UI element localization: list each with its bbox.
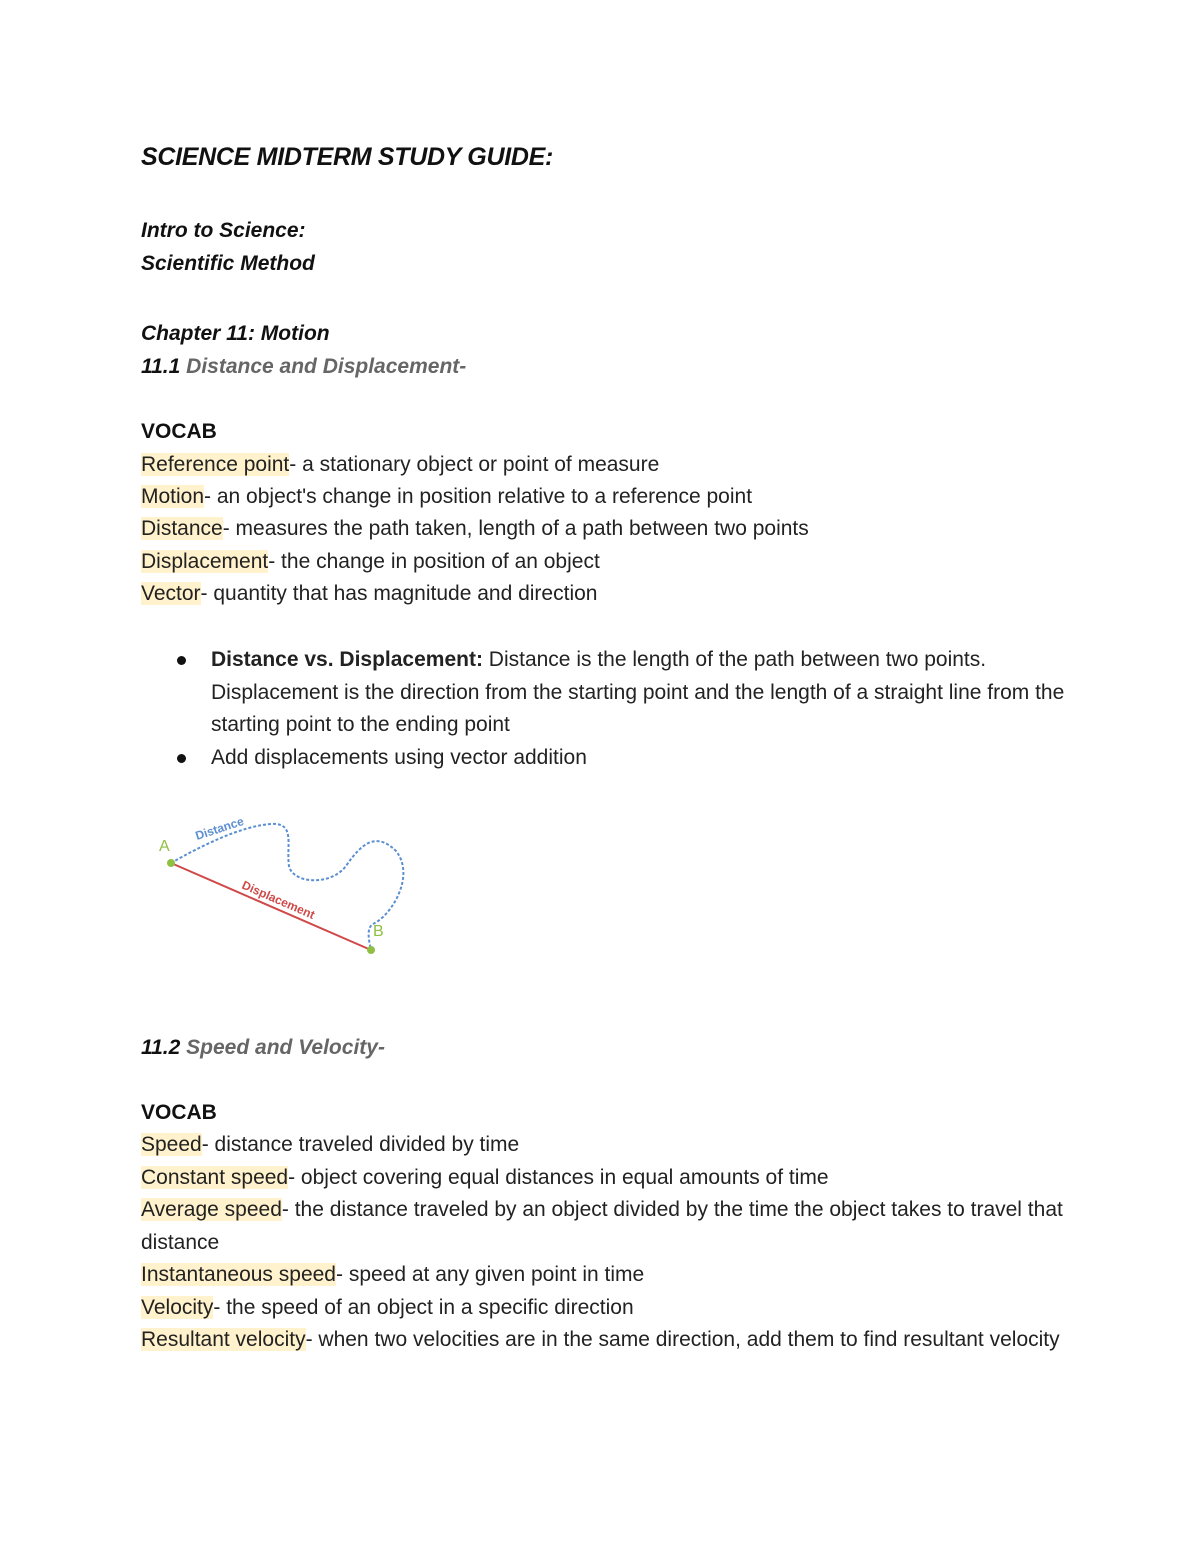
vocab-term: Motion xyxy=(141,485,205,508)
vocab-item xyxy=(141,1166,829,1190)
vocab-item xyxy=(141,485,752,509)
distance-path xyxy=(171,824,403,950)
vocab-term: Displacement xyxy=(141,550,269,573)
vocab-term: Velocity xyxy=(141,1296,214,1319)
vocab-term: Average speed xyxy=(141,1198,282,1221)
vocab-definition: - the distance traveled by an object divided by the time the object takes to travel that distance xyxy=(141,1198,1063,1254)
vocab-heading: VOCAB xyxy=(141,1101,217,1124)
distance-label: Distance xyxy=(193,814,246,843)
point-b-dot xyxy=(367,946,375,954)
distance-displacement-diagram xyxy=(141,806,421,976)
section-heading-11-2 xyxy=(141,1036,385,1060)
point-a-dot xyxy=(167,859,175,867)
point-a-label: A xyxy=(159,838,170,855)
bullet-text: Distance is the length of the path between two points. Displacement is the direction from the starting point and the length of a straight line from the starting point to the ending point xyxy=(211,648,1065,736)
bullet-item xyxy=(141,644,1071,742)
vocab-definition: - quantity that has magnitude and direction xyxy=(200,582,598,605)
page-title: SCIENCE MIDTERM STUDY GUIDE: xyxy=(141,143,553,171)
bullet-text: Add displacements using vector addition xyxy=(211,745,587,769)
vocab-item xyxy=(141,517,809,541)
section-heading-11-1 xyxy=(141,355,466,379)
vocab-term: Constant speed xyxy=(141,1166,289,1189)
bullet-item xyxy=(141,742,1071,775)
vocab-term: Vector xyxy=(141,582,201,605)
bullet-bold-label: Distance vs. Displacement: xyxy=(211,648,483,671)
vocab-definition: - object covering equal distances in equal amounts of time xyxy=(288,1166,829,1189)
vocab-item xyxy=(141,1194,1071,1259)
vocab-item xyxy=(141,582,597,606)
displacement-line xyxy=(171,863,371,950)
bullet-dot-icon xyxy=(177,656,186,665)
displacement-label: Displacement xyxy=(239,877,317,922)
chapter-heading: Chapter 11: Motion xyxy=(141,322,330,345)
vocab-term: Resultant velocity xyxy=(141,1328,306,1351)
vocab-definition: - the change in position of an object xyxy=(268,550,600,573)
section-title: Speed and Velocity- xyxy=(186,1036,385,1059)
vocab-item xyxy=(141,1133,519,1157)
vocab-item xyxy=(141,1296,634,1320)
bullet-dot-icon xyxy=(177,754,186,763)
section-title: Distance and Displacement- xyxy=(186,355,467,378)
vocab-item xyxy=(141,1324,1071,1357)
vocab-item xyxy=(141,550,600,574)
vocab-item xyxy=(141,1263,644,1287)
section-number: 11.1 xyxy=(141,355,181,378)
vocab-definition: - speed at any given point in time xyxy=(336,1263,645,1286)
vocab-definition: - distance traveled divided by time xyxy=(201,1133,520,1156)
vocab-item xyxy=(141,453,659,477)
point-b-label: B xyxy=(373,923,384,940)
intro-subheading: Scientific Method xyxy=(141,252,315,275)
vocab-term: Reference point xyxy=(141,453,290,476)
bullet-list xyxy=(141,644,1071,774)
vocab-definition: - when two velocities are in the same direction, add them to find resultant velocity xyxy=(305,1328,1060,1351)
vocab-definition: - measures the path taken, length of a path between two points xyxy=(222,517,809,540)
vocab-definition: - a stationary object or point of measure xyxy=(289,453,660,476)
intro-heading: Intro to Science: xyxy=(141,219,306,242)
vocab-heading: VOCAB xyxy=(141,420,217,443)
vocab-definition: - the speed of an object in a specific direction xyxy=(213,1296,634,1319)
vocab-term: Instantaneous speed xyxy=(141,1263,336,1286)
vocab-term: Distance xyxy=(141,517,223,540)
vocab-term: Speed xyxy=(141,1133,202,1156)
vocab-definition: - an object's change in position relative to a reference point xyxy=(204,485,753,508)
section-number: 11.2 xyxy=(141,1036,181,1059)
